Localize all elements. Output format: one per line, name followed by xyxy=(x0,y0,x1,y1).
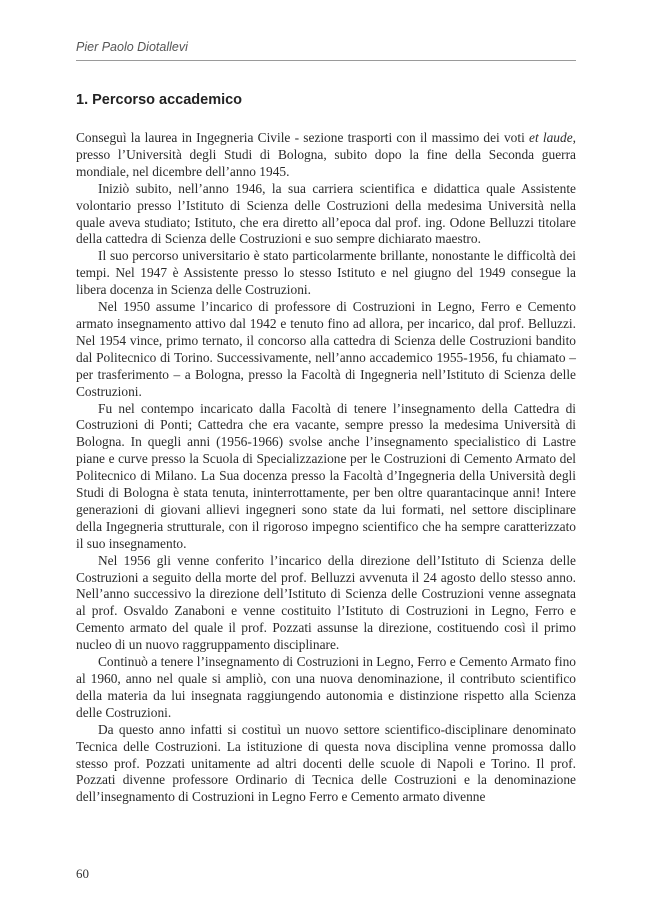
paragraph-3: Il suo percorso universitario è stato particolarmente brillante, nonostante le difficoltà dei tempi. Nel 1947 è Assistente presso lo stesso Istituto e nel giugno del 1949 consegue la libera docenza in Scienza delle Costruzioni. xyxy=(76,248,576,298)
page-number: 60 xyxy=(76,866,89,881)
paragraph-1-emphasis: et laude xyxy=(529,130,573,145)
body-text xyxy=(76,130,576,806)
paragraph-4: Nel 1950 assume l’incarico di professore di Costruzioni in Legno, Ferro e Cemento armato insegnamento attivo dal 1942 e tenuto fino ad allora, per incarico, dal prof. Belluzzi. Nel 1954 vince, primo ternato, il concorso alla cattedra di Scienza delle Costruzioni bandito dal Politecnico di Torino. Successivamente, nell’anno accademico 1955-1956, fu chiamato – per trasferimento – a Bologna, presso la Facoltà di Ingegneria nell’Istituto di Scienza delle Costruzioni. xyxy=(76,299,576,399)
paragraph-5: Fu nel contempo incaricato dalla Facoltà di tenere l’insegnamento della Cattedra di Costruzioni di Ponti; Cattedra che era vacante, sempre presso la medesima Università di Bologna. In quegli anni (1956-1966) svolse anche l’insegnamento specialistico di Lastre piane e curve presso la Scuola di Specializzazione per le Costruzioni di Cemento Armato del Politecnico di Milano. La Sua docenza presso la Facoltà d’Ingegneria della Università degli Studi di Bologna è stata tenuta, ininterrottamente, per ben oltre quarantacinque anni! Intere generazioni di giovani allievi ingegneri sono state da lui formati, nel settore disciplinare della Ingegneria strutturale, con il rigoroso impegno scientifico che ha sempre caratterizzato il suo insegnamento. xyxy=(76,400,576,551)
paragraph-2: Iniziò subito, nell’anno 1946, la sua carriera scientifica e didattica quale Assistente volontario presso l’Istituto di Scienza delle Costruzioni della medesima Università nella quale aveva studiato; Istituto, che era diretto all’epoca dal prof. ing. Odone Belluzzi titolare della cattedra di Scienza delle Costruzioni e suo sempre dichiarato maestro. xyxy=(76,180,576,247)
paragraph-7: Continuò a tenere l’insegnamento di Costruzioni in Legno, Ferro e Cemento Armato fino al 1960, anno nel quale si ampliò, con una nuova denominazione, il contributo scientifico della materia da lui insegnata raggiungendo autonomia e distinzione rispetto alla Scienza delle Costruzioni. xyxy=(76,654,576,720)
running-head-author: Pier Paolo Diotallevi xyxy=(76,40,188,54)
paragraph-1-before: Conseguì la laurea in Ingegneria Civile - sezione trasporti con il massimo dei voti xyxy=(76,130,530,145)
paragraph-1-after: , presso l’Università degli Studi di Bologna, subito dopo la fine della Seconda guerra mondiale, nel dicembre dell’anno 1945. xyxy=(76,130,576,179)
section-heading: 1. Percorso accademico xyxy=(76,92,243,108)
header-rule xyxy=(76,60,576,61)
paragraph-6: Nel 1956 gli venne conferito l’incarico della direzione dell’Istituto di Scienza delle Costruzioni a seguito della morte del prof. Belluzzi avvenuta il 24 agosto dello stesso anno. Nell’anno successivo la direzione dell’Istituto di Scienza delle Costruzioni venne assegnata al prof. Osvaldo Zanaboni e venne costituito l’Istituto di Costruzioni in Legno, Ferro e Cemento armato del quale il prof. Pozzati assunse la direzione, costituendo così il primo nucleo di un nuovo raggruppamento disciplinare. xyxy=(76,552,576,653)
paragraph-1 xyxy=(76,130,576,181)
paragraph-8: Da questo anno infatti si costituì un nuovo settore scientifico-disciplinare denominato Tecnica delle Costruzioni. La istituzione di questa nova disciplina venne promossa dallo stesso prof. Pozzati unitamente ad altri docenti delle scuole di Napoli e Torino. Il prof. Pozzati divenne professore Ordinario di Tecnica delle Costruzioni e la denominazione dell’insegnamento di Costruzioni in Legno Ferro e Cemento armato divenne xyxy=(76,721,576,805)
